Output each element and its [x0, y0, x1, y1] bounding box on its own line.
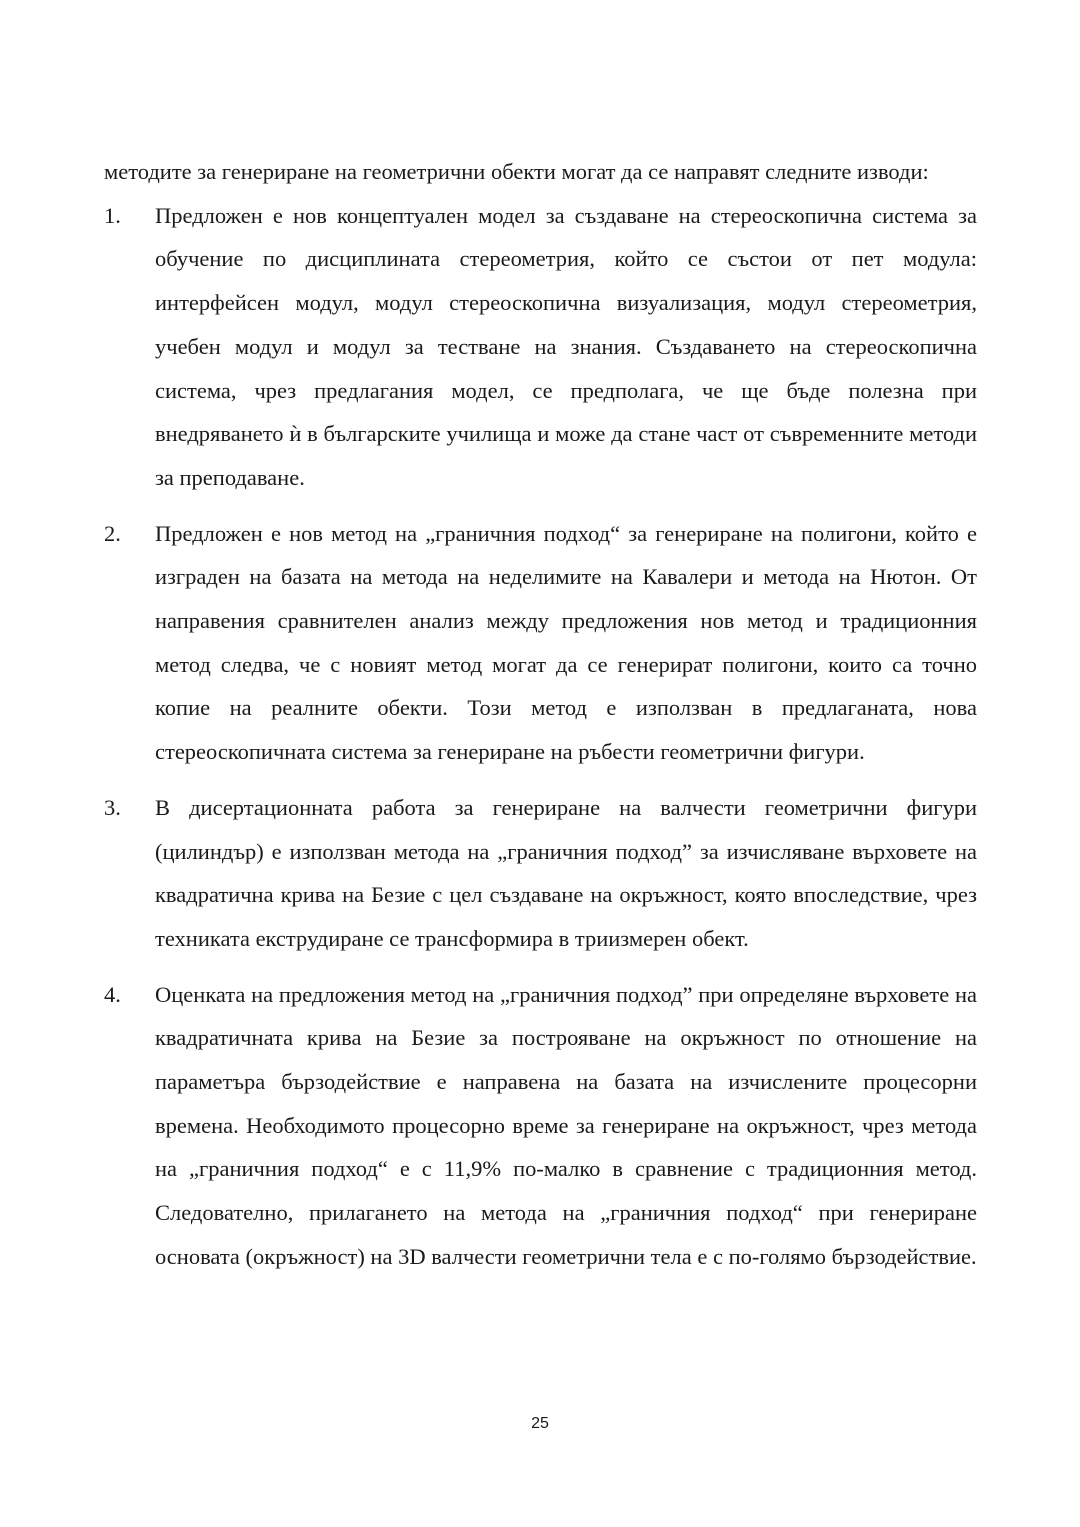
list-item-number: 2.	[104, 520, 121, 546]
list-item	[104, 194, 977, 500]
page-number: 25	[531, 1415, 549, 1432]
list-item-number: 3.	[104, 794, 121, 820]
intro-paragraph: методите за генериране на геометрични обекти могат да се направят следните изводи:	[104, 159, 929, 184]
list-item-number: 4.	[104, 981, 121, 1007]
list-item-text: В дисертационната работа за генериране на валчести геометрични фигури (цилиндър) е използван метода на „граничния подход” за изчисляване върховете на квадратична крива на Безие с цел създаване на окръжност, която впоследствие, чрез техниката екструдиране се трансформира в триизмерен обект.	[155, 794, 977, 951]
list-item-text: Предложен е нов концептуален модел за създаване на стереоскопична система за обучение по дисциплината стереометрия, който се състои от пет модула: интерфейсен модул, модул стереоскопична визуализация, модул стереометрия, учебен модул и модул за тестване на знания. Създаването на стереоскопична система, чрез предлагания модел, се предполага, че ще бъде полезна при внедряването ѝ в българските училища и може да стане част от съвременните методи за преподаване.	[155, 202, 977, 490]
list-item	[104, 973, 977, 1279]
list-item-text: Оценката на предложения метод на „граничния подход” при определяне върховете на квадратичната крива на Безие за построяване на окръжност по отношение на параметъра бързодействие е направена на базата на изчислените процесорни времена. Необходимото процесорно време за генериране на окръжност, чрез метода на „граничния подход“ е с 11,9% по-малко в сравнение с традиционния метод. Следователно, прилагането на метода на „граничния подход“ при генериране основата (окръжност) на 3D валчести геометрични тела е с по-голямо бързодействие.	[155, 981, 977, 1269]
list-item	[104, 512, 977, 774]
page-body	[104, 150, 977, 1279]
list-item	[104, 786, 977, 961]
conclusions-list	[104, 194, 977, 1279]
list-item-number: 1.	[104, 202, 121, 228]
list-item-text: Предложен е нов метод на „граничния подход“ за генериране на полигони, който е изграден на базата на метода на неделимите на Кавалери и метода на Нютон. От направения сравнителен анализ между предложения нов метод и традиционния метод следва, че с новият метод могат да се генерират полигони, които са точно копие на реалните обекти. Този метод е използван в предлаганата, нова стереоскопичната система за генериране на ръбести геометрични фигури.	[155, 520, 977, 765]
